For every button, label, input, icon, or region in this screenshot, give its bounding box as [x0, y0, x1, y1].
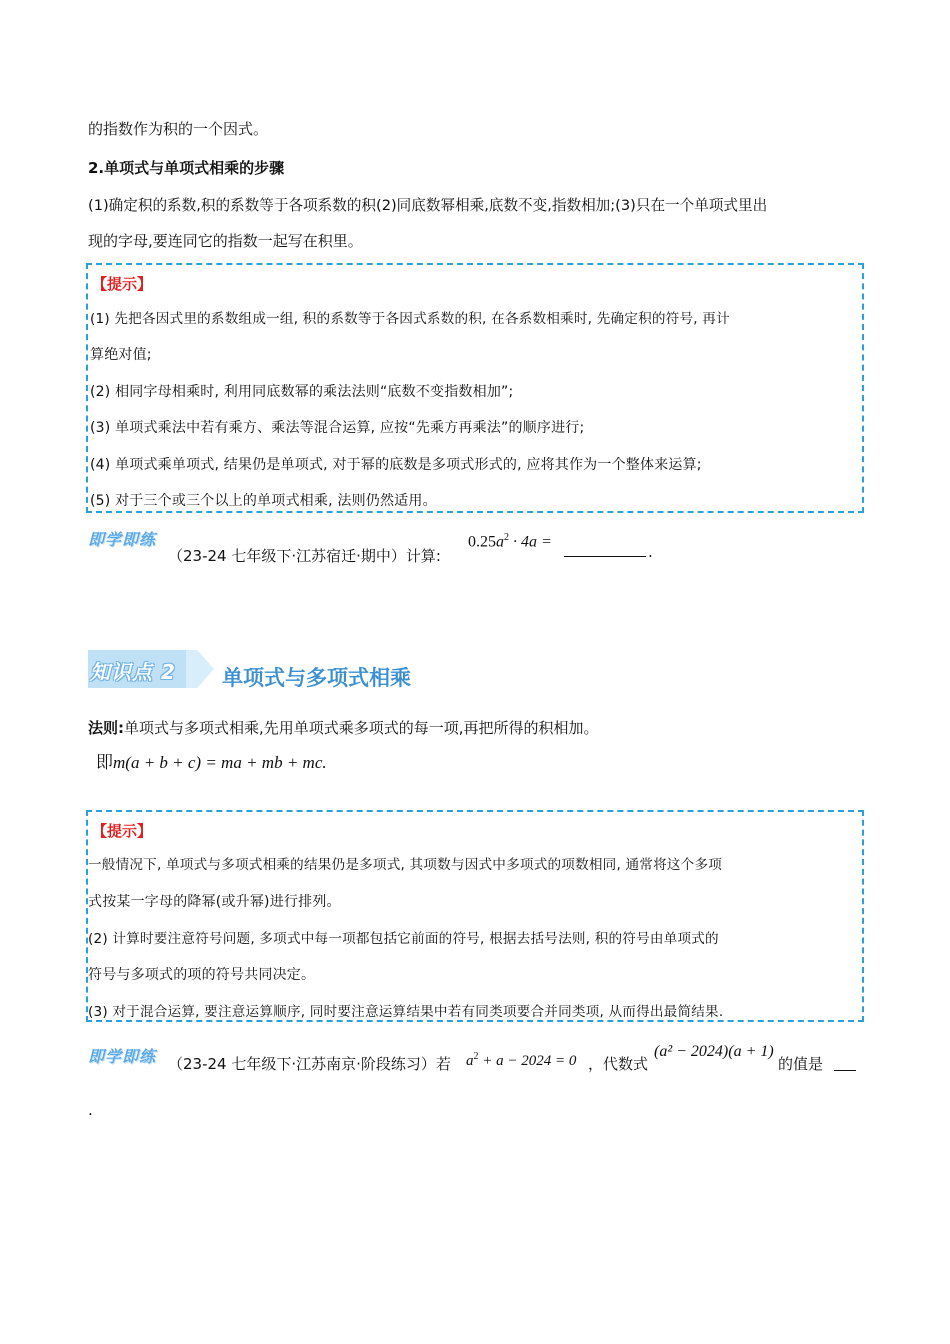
rule-line [88, 718, 599, 738]
rule-formula [96, 753, 327, 773]
answer-blank[interactable] [834, 1062, 856, 1071]
answer-blank[interactable] [564, 546, 646, 557]
tip-box-1 [86, 263, 864, 513]
formula: m(a + b + c) = ma + mb + mc. [113, 753, 327, 772]
cond-rest: + a − 2024 = 0 [478, 1053, 577, 1069]
tip-line: 一般情况下, 单项式与多项式相乘的结果仍是多项式, 其项数与因式中多项式的项数相同, 通常将这个多项 [88, 857, 723, 873]
knowledge-title: 单项式与多项式相乘 [222, 666, 411, 690]
tip-line: (3) 单项式乘法中若有乘方、乘法等混合运算, 应按“先乘方再乘法”的顺序进行; [90, 420, 585, 436]
practice-expression: (a² − 2024)(a + 1) [654, 1043, 774, 1060]
expr-exponent: 2 [504, 532, 509, 543]
tip-title: 【提示】 [92, 275, 153, 293]
practice-after-text: 的值是 [778, 1055, 824, 1073]
tip-line: (2) 计算时要注意符号问题, 多项式中每一项都包括它前面的符号, 根据去括号法则, 积的符号由单项式的 [88, 931, 719, 947]
tip-line: (3) 对于混合运算, 要注意运算顺序, 同时要注意运算结果中若有同类项要合并同类项, 从而得出最简结果. [88, 1004, 724, 1020]
cond-exponent: 2 [473, 1051, 479, 1062]
steps-heading: 2.单项式与单项式相乘的步骤 [88, 159, 285, 177]
expr-coefficient: 0.25 [468, 533, 496, 551]
expr-variable: a [496, 533, 504, 551]
tip-line: 算绝对值; [90, 347, 152, 363]
steps-line-1: (1)确定积的系数,积的系数等于各项系数的积(2)同底数幂相乘,底数不变,指数相加;(3)只在一个单项式里出 [88, 197, 768, 214]
tip-line: 式按某一字母的降幂(或升幂)进行排列。 [88, 894, 341, 910]
knowledge-tag-arrow [186, 650, 214, 688]
practice-period: . [648, 543, 653, 561]
formula-prefix: 即 [96, 753, 113, 773]
practice-period: . [88, 1101, 93, 1119]
practice-source: （23-24 七年级下·江苏宿迁·期中）计算: [168, 547, 441, 565]
practice-source: （23-24 七年级下·江苏南京·阶段练习）若 [168, 1055, 451, 1073]
rule-label: 法则: [88, 719, 124, 737]
tip-line: (2) 相同字母相乘时, 利用同底数幂的乘法法则“底数不变指数相加”; [90, 384, 514, 400]
cond-variable: a [466, 1053, 474, 1069]
tip-line: (4) 单项式乘单项式, 结果仍是单项式, 对于幂的底数是多项式形式的, 应将其作为一个整体来运算; [90, 457, 702, 473]
expr-rest: · 4a = [509, 533, 552, 551]
knowledge-tag: 知识点 2 [90, 660, 176, 684]
paragraph-continuation: 的指数作为积的一个因式。 [88, 120, 269, 138]
tip-line: (1) 先把各因式里的系数组成一组, 积的系数等于各因式系数的积, 在各系数相乘时, 先确定积的符号, 再计 [90, 311, 730, 327]
tip-line: 符号与多项式的项的符号共同决定。 [88, 967, 316, 983]
tip-line: (5) 对于三个或三个以上的单项式相乘, 法则仍然适用。 [90, 493, 437, 509]
practice-mid-text: ，代数式 [588, 1055, 649, 1073]
tip-box-2 [86, 810, 864, 1022]
practice-label: 即学即练 [88, 530, 157, 549]
steps-line-2: 现的字母,要连同它的指数一起写在积里。 [88, 232, 363, 250]
practice-condition [466, 1047, 576, 1071]
practice-label: 即学即练 [88, 1047, 157, 1066]
rule-text: 单项式与多项式相乘,先用单项式乘多项式的每一项,再把所得的积相加。 [124, 719, 599, 737]
tip-title: 【提示】 [92, 822, 153, 840]
practice-expression [468, 528, 552, 552]
